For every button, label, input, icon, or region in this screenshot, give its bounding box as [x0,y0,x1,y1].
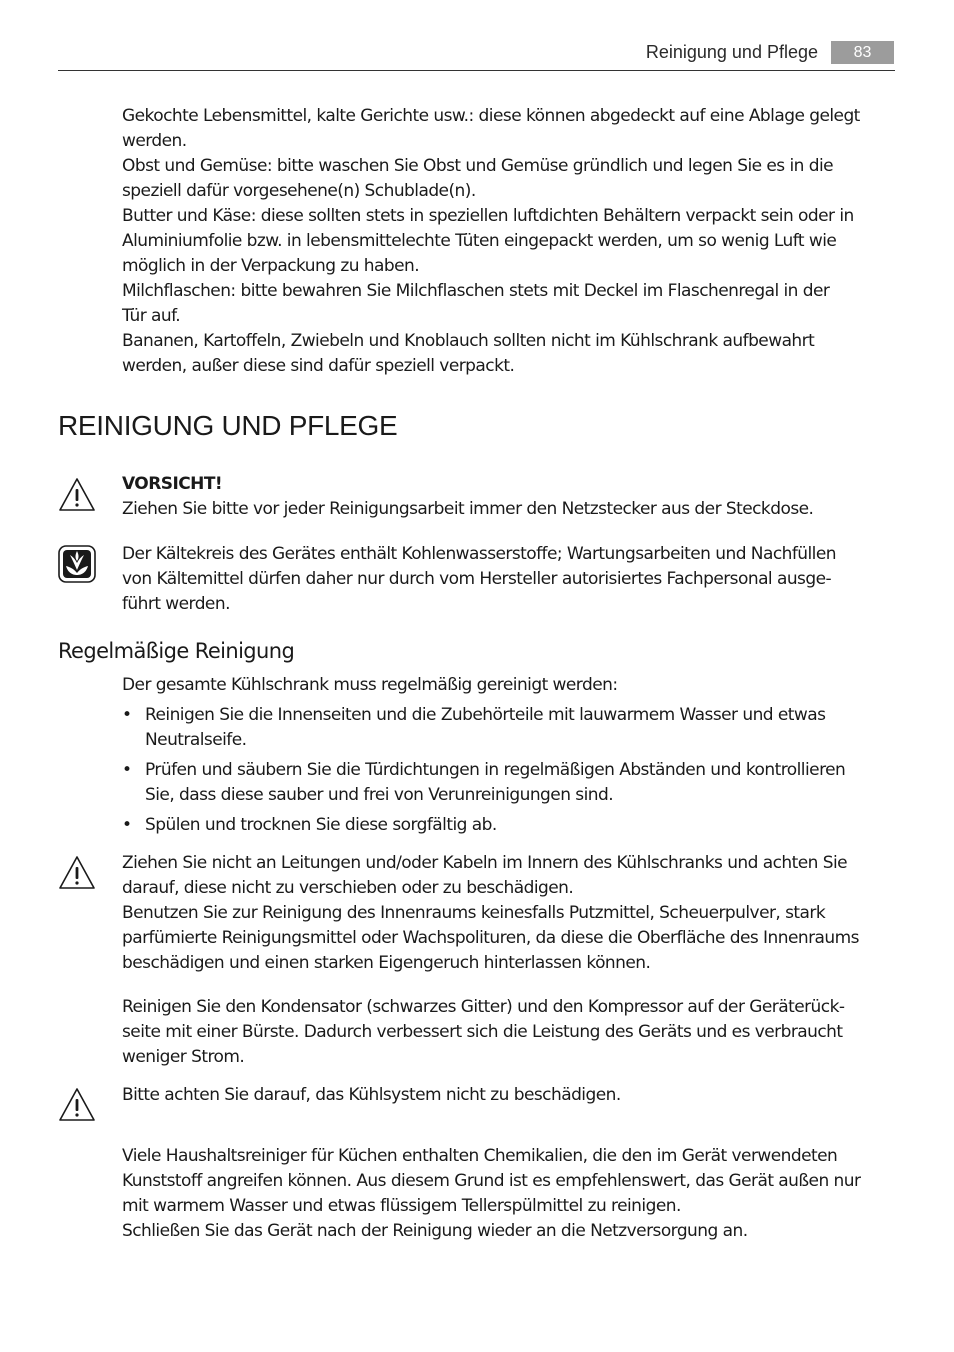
text-line: Butter und Käse: diese sollten stets in speziellen luftdichten Behältern verpackt sein oder in [122,206,854,226]
running-header-title: Reinigung und Pflege [645,42,818,62]
text-line: Der Kältekreis des Gerätes enthält Kohlenwasserstoffe; Wartungsarbeiten und Nachfüllen [122,544,836,564]
text-line: Viele Haushaltsreiniger für Küchen enthalten Chemikalien, die den im Gerät verwendeten [122,1146,838,1166]
text-line: Milchflaschen: bitte bewahren Sie Milchflaschen stets mit Deckel im Flaschenregal in der [122,281,830,301]
text-line: Gekochte Lebensmittel, kalte Gerichte usw.: diese können abgedeckt auf eine Ablage gelegt [122,106,860,126]
text-line: von Kältemittel dürfen daher nur durch vom Hersteller autorisiertes Fachpersonal ausge- [122,569,832,589]
text-line: werden, außer diese sind dafür speziell verpackt. [122,356,515,376]
text-line: Tür auf. [122,306,181,326]
text-line: beschädigen und einen starken Eigengeruch hinterlassen können. [122,953,651,973]
text-line: möglich in der Verpackung zu haben. [122,256,420,276]
text-line: Sie, dass diese sauber und frei von Verunreinigungen sind. [145,785,614,805]
warning-triangle-icon [58,854,96,892]
text-line: Bitte achten Sie darauf, das Kühlsystem nicht zu beschädigen. [122,1085,621,1105]
text-line: Prüfen und säubern Sie die Türdichtungen in regelmäßigen Abständen und kontrollieren [145,760,846,780]
text-line: führt werden. [122,594,230,614]
text-line: seite mit einer Bürste. Dadurch verbessert sich die Leistung des Geräts und es verbraucht [122,1022,843,1042]
text-line: Reinigen Sie den Kondensator (schwarzes Gitter) und den Kompressor auf der Geräterück- [122,997,845,1017]
subsection-intro [122,673,897,698]
text-line: Obst und Gemüse: bitte waschen Sie Obst und Gemüse gründlich und legen Sie es in die [122,156,834,176]
page-number: 83 [831,41,894,64]
cables-warning [122,851,897,976]
text-line: Ziehen Sie nicht an Leitungen und/oder Kabeln im Innern des Kühlschranks und achten Sie [122,853,848,873]
text-line: Aluminiumfolie bzw. in lebensmittelechte Tüten eingepackt werden, um so wenig Luft wie [122,231,837,251]
section-heading: REINIGUNG UND PFLEGE [58,410,398,441]
bullet: • [122,760,132,780]
list-item-text [145,703,825,753]
text-line: speziell dafür vorgesehene(n) Schublade(n). [122,181,476,201]
environment-note [122,542,897,617]
text-line: Spülen und trocknen Sie diese sorgfältig ab. [145,815,497,835]
caution-heading: VORSICHT! [122,474,223,494]
text-line: Neutralseife. [145,730,247,750]
subsection-heading: Regelmäßige Reinigung [58,639,295,663]
list-item-text [145,758,845,808]
cleaning-agents-paragraph [122,1144,897,1244]
list-item-text [145,813,497,838]
text-line: Reinigen Sie die Innenseiten und die Zubehörteile mit lauwarmem Wasser und etwas [145,705,826,725]
text-line: Bananen, Kartoffeln, Zwiebeln und Knoblauch sollten nicht im Kühlschrank aufbewahrt [122,331,815,351]
text-line: Kunststoff angreifen können. Aus diesem Grund ist es empfehlenswert, das Gerät außen nur [122,1171,861,1191]
text-line: mit warmem Wasser und etwas flüssigem Tellerspülmittel zu reinigen. [122,1196,681,1216]
text-line: darauf, diese nicht zu verschieben oder zu beschädigen. [122,878,574,898]
food-storage-paragraph [122,104,897,379]
warning-triangle-icon [58,476,96,514]
text-line: Schließen Sie das Gerät nach der Reinigung wieder an die Netzversorgung an. [122,1221,748,1241]
text-line: Benutzen Sie zur Reinigung des Innenraums keinesfalls Putzmittel, Scheuerpulver, stark [122,903,826,923]
caution-block [122,472,897,522]
condenser-paragraph [122,995,897,1070]
bullet: • [122,705,132,725]
header-rule [58,70,895,71]
text-line: weniger Strom. [122,1047,245,1067]
cooling-system-warning [122,1083,897,1108]
environment-protection-icon [58,545,96,583]
text-line: Der gesamte Kühlschrank muss regelmäßig gereinigt werden: [122,675,618,695]
text-line: parfümierte Reinigungsmittel oder Wachspolituren, da diese die Oberfläche des Innenraums [122,928,859,948]
text-line: werden. [122,131,187,151]
warning-triangle-icon [58,1086,96,1124]
caution-text: Ziehen Sie bitte vor jeder Reinigungsarbeit immer den Netzstecker aus der Steckdose. [122,499,814,519]
bullet: • [122,815,132,835]
